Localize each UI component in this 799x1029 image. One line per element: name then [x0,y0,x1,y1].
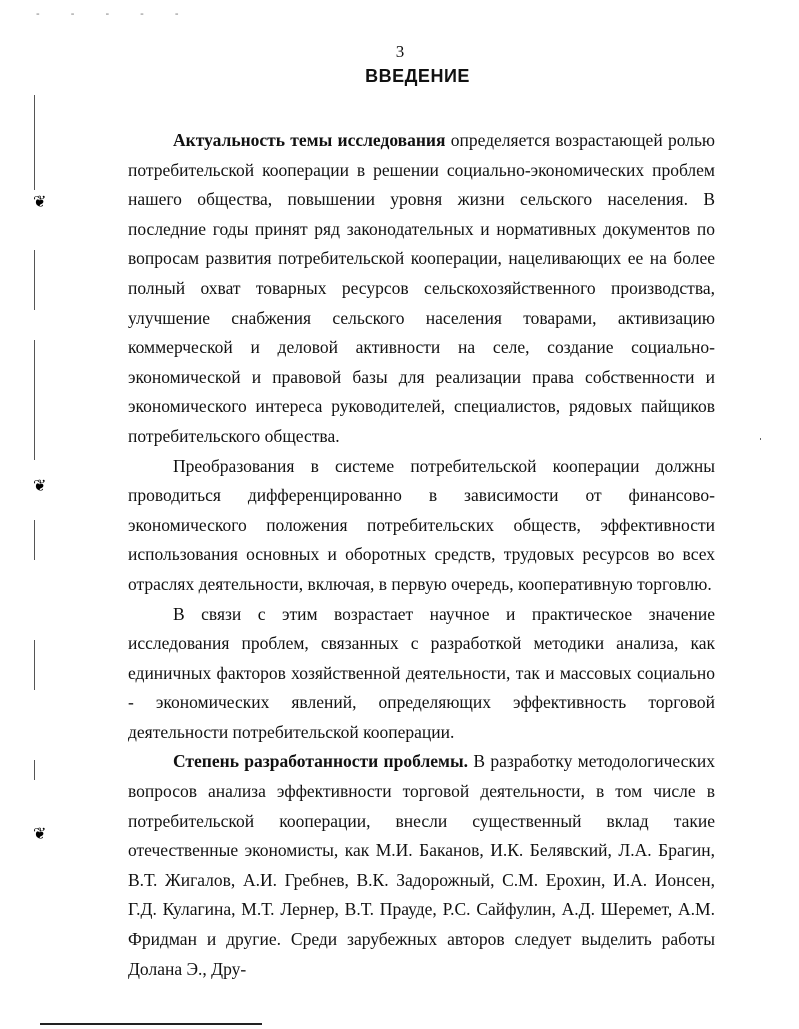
margin-scan-line [34,520,35,560]
margin-scan-line [34,760,35,780]
paragraph-significance [128,600,715,748]
margin-mark-icon: ❦ [33,824,47,843]
page-heading: ВВЕДЕНИЕ [365,66,470,86]
paragraph-lead-degree: Степень разработанности проблемы. [173,751,468,772]
paragraph-transformations [128,452,715,600]
scan-artifact-dashes: - - - - - [36,8,193,20]
paragraph-relevance [128,126,715,452]
body-text [128,126,715,984]
margin-mark-icon: ❦ [33,476,47,495]
margin-scan-line [34,640,35,690]
page-number: 3 [395,42,405,61]
paragraph-degree-of-development [128,747,715,984]
margin-mark-icon: ❦ [33,192,47,211]
margin-scan-line [34,340,35,460]
scan-speck [760,438,761,440]
paragraph-body-relevance: определяется возрастающей ролью потребительской кооперации в решении социально-экономических проблем нашего общества, повышении уровня жизни сельского населения. В последние годы принят ряд законодательных и нормативных документов по вопросам развития потребительской кооперации, нацеливающих ее на более полный охват товарных ресурсов сельскохозяйственного производства, улучшение снабжения сельского населения товарами, активизацию коммерческой и деловой активности на селе, создание социально-экономической и правовой базы для реализации права собственности и экономического интереса руководителей, специалистов, рядовых пайщиков потребительского общества. [128,130,715,446]
margin-scan-line [34,95,35,190]
margin-scan-line [34,250,35,310]
bottom-rule [40,1023,262,1025]
paragraph-body-transformations: Преобразования в системе потребительской кооперации должны проводиться дифференцированно в зависимости от финансово-экономического положения потребительских обществ, эффективности использования основных и оборотных средств, трудовых ресурсов во всех отраслях деятельности, включая, в первую очередь, кооперативную торговлю. [128,455,715,594]
paragraph-lead-relevance: Актуальность темы исследования [173,130,446,150]
paragraph-body-significance: В связи с этим возрастает научное и практическое значение исследования проблем, связанных с разработкой методики анализа, как единичных факторов хозяйственной деятельности, так и массовых социально - экономических явлений, определяющих эффективность торговой деятельности потребительской кооперации. [128,603,715,742]
paragraph-body-degree: В разработку методологических вопросов анализа эффективности торговой деятельности, в том числе в потребительской кооперации, внесли существенный вклад такие отечественные экономисты, как М.И. Баканов, И.К. Белявский, Л.А. Брагин, В.Т. Жигалов, А.И. Гребнев, В.К. Задорожный, С.М. Ерохин, И.А. Ионсен, Г.Д. Кулагина, М.Т. Лернер, В.Т. Прауде, Р.С. Сайфулин, А.Д. Шеремет, А.М. Фридман и другие. Среди зарубежных авторов следует выделить работы Долана Э., Дру- [128,751,716,979]
